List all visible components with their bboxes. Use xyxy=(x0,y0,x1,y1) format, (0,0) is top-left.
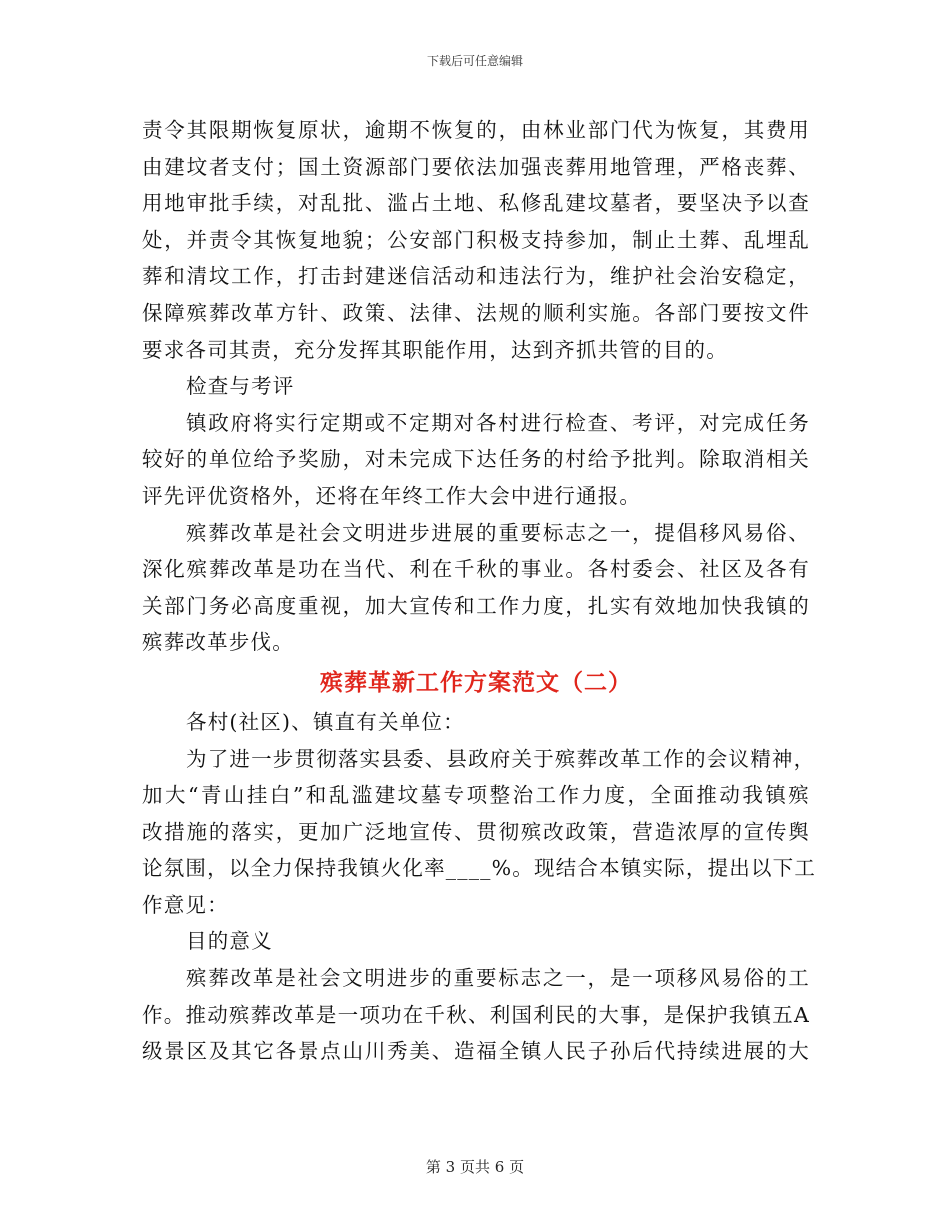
paragraphs-before-heading xyxy=(142,112,810,661)
text-line: 关部门务必高度重视，加大宣传和工作力度，扎实有效地加快我镇的 xyxy=(142,593,810,618)
text-line: 检查与考评 xyxy=(186,374,295,399)
text-line: 论氛围，以全力保持我镇火化率____%。现结合本镇实际，提出以下工 xyxy=(142,856,817,881)
text-line: 殡葬改革步伐。 xyxy=(142,630,294,655)
text-line: 改措施的落实，更加广泛地宣传、贯彻殡改政策，营造浓厚的宣传舆 xyxy=(142,819,810,844)
text-line: 目的意义 xyxy=(186,929,273,954)
text-line: 殡葬改革是社会文明进步的重要标志之一，是一项移风易俗的工 xyxy=(186,966,810,991)
text-line: 加大“青山挂白”和乱滥建坟墓专项整治工作力度，全面推动我镇殡 xyxy=(142,783,810,808)
text-line: 各村(社区)、镇直有关单位： xyxy=(186,709,465,734)
text-line: 镇政府将实行定期或不定期对各村进行检查、考评，对完成任务 xyxy=(186,410,810,435)
page-footer: 第 3 页共 6 页 xyxy=(425,1158,525,1176)
text-line: 评先评优资格外，还将在年终工作大会中进行通报。 xyxy=(142,483,642,508)
document-body xyxy=(142,112,817,1070)
section-heading: 殡葬革新工作方案范文（二） xyxy=(320,668,632,696)
text-line: 处，并责令其恢复地貌；公安部门积极支持参加，制止土葬、乱埋乱 xyxy=(142,227,810,252)
text-line: 保障殡葬改革方针、政策、法律、法规的顺利实施。各部门要按文件 xyxy=(142,300,810,325)
paragraphs-after-heading xyxy=(142,704,817,1070)
text-line: 用地审批手续，对乱批、滥占土地、私修乱建坟墓者，要坚决予以查 xyxy=(142,191,810,216)
text-line: 由建坟者支付；国土资源部门要依法加强丧葬用地管理，严格丧葬、 xyxy=(142,154,810,179)
text-line: 为了进一步贯彻落实县委、县政府关于殡葬改革工作的会议精神， xyxy=(186,746,816,771)
text-line: 责令其限期恢复原状，逾期不恢复的，由林业部门代为恢复，其费用 xyxy=(142,118,810,142)
text-line: 要求各司其责，充分发挥其职能作用，达到齐抓共管的目的。 xyxy=(142,337,728,362)
text-line: 级景区及其它各景点山川秀美、造福全镇人民子孙后代持续进展的大 xyxy=(142,1039,810,1064)
text-line: 葬和清坟工作，打击封建迷信活动和违法行为，维护社会治安稳定， xyxy=(142,264,810,289)
page-header: 下载后可任意编辑 xyxy=(426,54,523,68)
text-line: 较好的单位给予奖励，对未完成下达任务的村给予批判。除取消相关 xyxy=(142,447,810,472)
text-line: 深化殡葬改革是功在当代、利在千秋的事业。各村委会、社区及各有 xyxy=(142,557,810,582)
text-line: 作意见： xyxy=(142,892,229,917)
text-line: 殡葬改革是社会文明进步进展的重要标志之一，提倡移风易俗、 xyxy=(186,520,810,545)
text-line: 作。推动殡葬改革是一项功在千秋、利国利民的大事，是保护我镇五A xyxy=(142,1002,810,1027)
